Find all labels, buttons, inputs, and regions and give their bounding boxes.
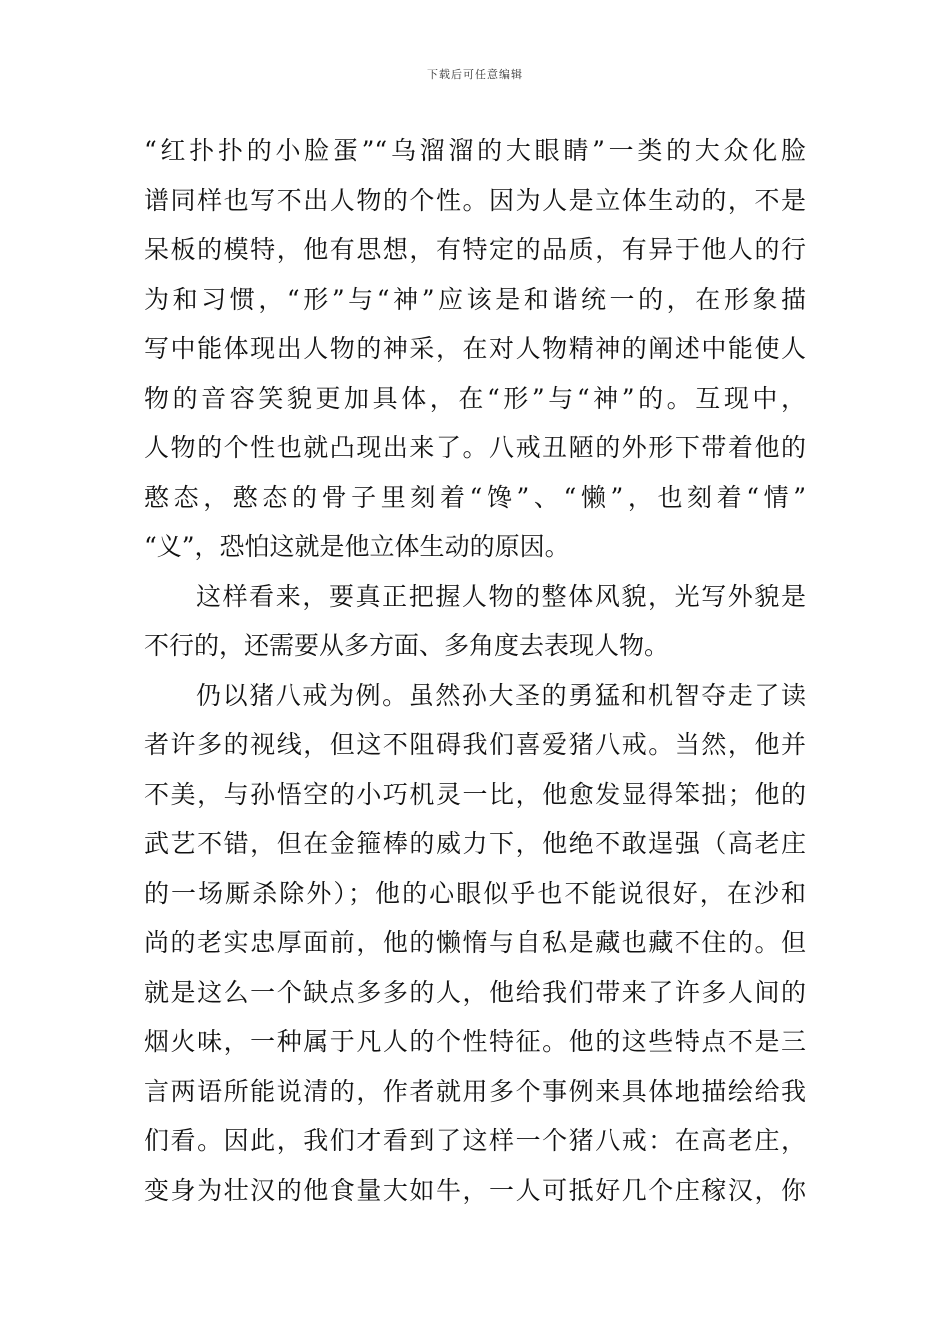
text-line: 言两语所能说清的，作者就用多个事例来具体地描绘给我: [144, 1076, 806, 1106]
paragraph-3: [144, 671, 806, 1216]
text-line: “红扑扑的小脸蛋”“乌溜溜的大眼睛”一类的大众化脸: [144, 136, 806, 165]
text-line: 不美，与孙悟空的小巧机灵一比，他愈发显得笨拙；他的: [144, 779, 806, 809]
text-line: 就是这么一个缺点多多的人，他给我们带来了许多人间的: [144, 977, 806, 1007]
text-line: 人物的个性也就凸现出来了。八戒丑陋的外形下带着他的: [144, 433, 806, 462]
text-line: 写中能体现出人物的神采，在对人物精神的阐述中能使人: [144, 334, 806, 363]
text-line: 憨态，憨态的骨子里刻着“馋”、“懒”，也刻着“情”: [144, 482, 806, 512]
text-line: 为和习惯，“形”与“神”应该是和谐统一的，在形象描: [144, 284, 806, 314]
text-line: 们看。因此，我们才看到了这样一个猪八戒：在高老庄，: [144, 1126, 806, 1155]
text-line: 仍以猪八戒为例。虽然孙大圣的勇猛和机智夺走了读: [196, 680, 806, 710]
text-line: 的一场厮杀除外）；他的心眼似乎也不能说很好，在沙和: [144, 878, 806, 908]
text-line: 尚的老实忠厚面前，他的懒惰与自私是藏也藏不住的。但: [144, 928, 806, 957]
text-line: 物的音容笑貌更加具体，在“形”与“神”的。互现中，: [144, 383, 806, 413]
text-line: 者许多的视线，但这不阻碍我们喜爱猪八戒。当然，他并: [144, 730, 806, 759]
text-line: 变身为壮汉的他食量大如牛，一人可抵好几个庄稼汉，你: [144, 1175, 806, 1205]
paragraph-1: [144, 126, 806, 572]
text-line: 呆板的模特，他有思想，有特定的品质，有异于他人的行: [144, 235, 806, 264]
text-line: “义”，恐怕这就是他立体生动的原因。: [144, 532, 570, 561]
paragraph-2: [144, 572, 806, 671]
page-header: 下载后可任意编辑: [427, 68, 523, 81]
text-line: 不行的，还需要从多方面、多角度去表现人物。: [144, 631, 670, 660]
document-body: [144, 126, 806, 1215]
text-line: 谱同样也写不出人物的个性。因为人是立体生动的，不是: [144, 185, 806, 215]
text-line: 这样看来，要真正把握人物的整体风貌，光写外貌是: [196, 581, 806, 611]
text-line: 武艺不错，但在金箍棒的威力下，他绝不敢逞强（高老庄: [144, 829, 806, 858]
text-line: 烟火味，一种属于凡人的个性特征。他的这些特点不是三: [144, 1027, 806, 1056]
